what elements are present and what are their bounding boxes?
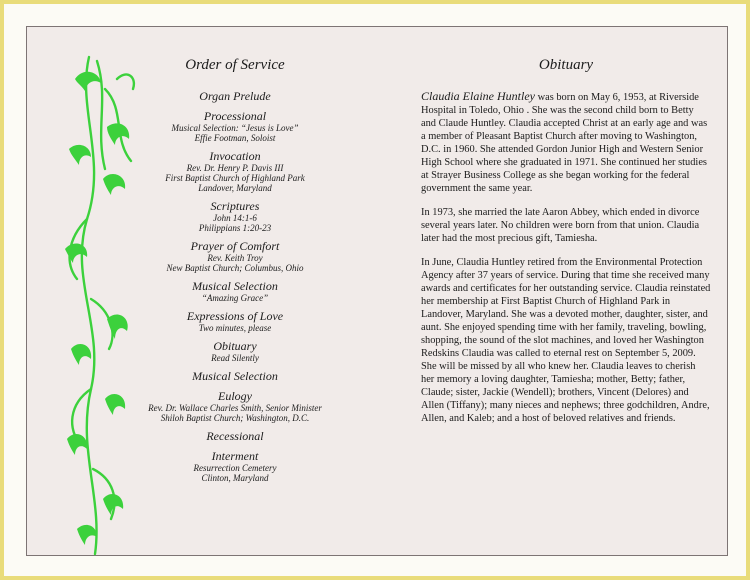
service-item-title: Organ Prelude — [199, 89, 271, 103]
program-border — [4, 4, 746, 576]
service-item-detail: Rev. Dr. Henry P. Davis III — [186, 163, 284, 173]
service-item-title: Processional — [203, 109, 267, 123]
service-item-title: Musical Selection — [192, 369, 278, 383]
order-of-service — [125, 57, 345, 490]
service-item-title: Musical Selection — [192, 279, 278, 293]
service-item-detail: Landover, Maryland — [198, 183, 272, 193]
service-item — [125, 430, 345, 443]
service-item-title: Recessional — [206, 429, 264, 443]
obituary-paragraph-2: In 1973, she married the late Aaron Abbey, which ended in divorce several years later. No children were born from that union. Claudia later had the most precious gift, Tamiesha. — [421, 207, 700, 244]
obituary-section — [421, 57, 711, 436]
service-item — [125, 90, 345, 103]
service-item — [125, 280, 345, 303]
service-item-detail: Musical Selection: “Jesus is Love” — [171, 123, 299, 133]
service-item-detail: John 14:1-6 — [213, 213, 257, 223]
service-item-detail: Rev. Keith Troy — [207, 253, 263, 263]
service-item-detail: Effie Footman, Soloist — [194, 133, 276, 143]
service-item — [125, 340, 345, 363]
deceased-name: Claudia Elaine Huntley — [421, 89, 535, 103]
service-item-title: Interment — [211, 449, 259, 463]
service-item-detail: Clinton, Maryland — [201, 473, 269, 483]
service-item-detail: Philippians 1:20-23 — [198, 223, 272, 233]
service-item — [125, 240, 345, 273]
service-item — [125, 450, 345, 483]
obituary-paragraph-1: Claudia Elaine Huntley was born on May 6, 1953, at Riverside Hospital in Toledo, Ohio . She was the second child born to Betty and Claude Huntley. Claudia accepted Christ at an early age and was a member of Pleasant Baptist Church after moving to Washington, D.C. in 1960. She attended Gordon Junior High and Western Senior High School where she graduated in 1971. She continued her studies at Strayer Business College as she began working for the federal government the same year. — [421, 89, 708, 194]
service-item-title: Expressions of Love — [186, 309, 284, 323]
service-item-detail: Shiloh Baptist Church; Washington, D.C. — [160, 413, 310, 423]
service-item-detail: Read Silently — [211, 353, 259, 363]
service-item-detail: First Baptist Church of Highland Park — [165, 173, 305, 183]
service-item — [125, 310, 345, 333]
service-item-title: Invocation — [209, 149, 261, 163]
service-item-title: Obituary — [213, 339, 257, 353]
service-item-detail: Rev. Dr. Wallace Charles Smith, Senior Minister — [148, 403, 322, 413]
service-item-detail: Two minutes, please — [198, 323, 272, 333]
service-item-detail: Resurrection Cemetery — [193, 463, 277, 473]
service-item-title: Prayer of Comfort — [190, 239, 280, 253]
service-item-title: Scriptures — [210, 199, 260, 213]
service-item-detail: “Amazing Grace” — [201, 293, 269, 303]
service-item — [125, 200, 345, 233]
service-item — [125, 390, 345, 423]
program-page — [26, 26, 728, 556]
service-item-detail: New Baptist Church; Columbus, Ohio — [166, 263, 304, 273]
service-item-title: Eulogy — [218, 389, 252, 403]
order-title: Order of Service — [185, 57, 285, 73]
order-items-list — [125, 90, 345, 483]
service-item — [125, 110, 345, 143]
obituary-paragraph-3: In June, Claudia Huntley retired from the Environmental Protection Agency after 37 years of service. During that time she received many awards and certificates for her outstanding service. Claudia reinstated her membership at First Baptist Church of Highland Park in Landover, Maryland. She was a devoted mother, daughter, sister, and aunt. She enjoyed spending time with her family, traveling, bowling, shopping, the sound of the slot machines, and loved her Washington Redskins Claudia was called to eternal rest on September 5, 2009. She will be missed by all who knew her. Claudia leaves to cherish her memory a loving daughter, Tamiesha; mother, Betty; father, Claude; sister, Jackie (Wendell); brothers, Vincent (Delores) and Allen (Tiffany); many nieces and nephews; three godchildren, Andre, Allen, and Kaleb; and a host of beloved relatives and friends. — [421, 257, 711, 424]
service-item — [125, 150, 345, 193]
service-item — [125, 370, 345, 383]
obituary-title: Obituary — [538, 57, 594, 73]
